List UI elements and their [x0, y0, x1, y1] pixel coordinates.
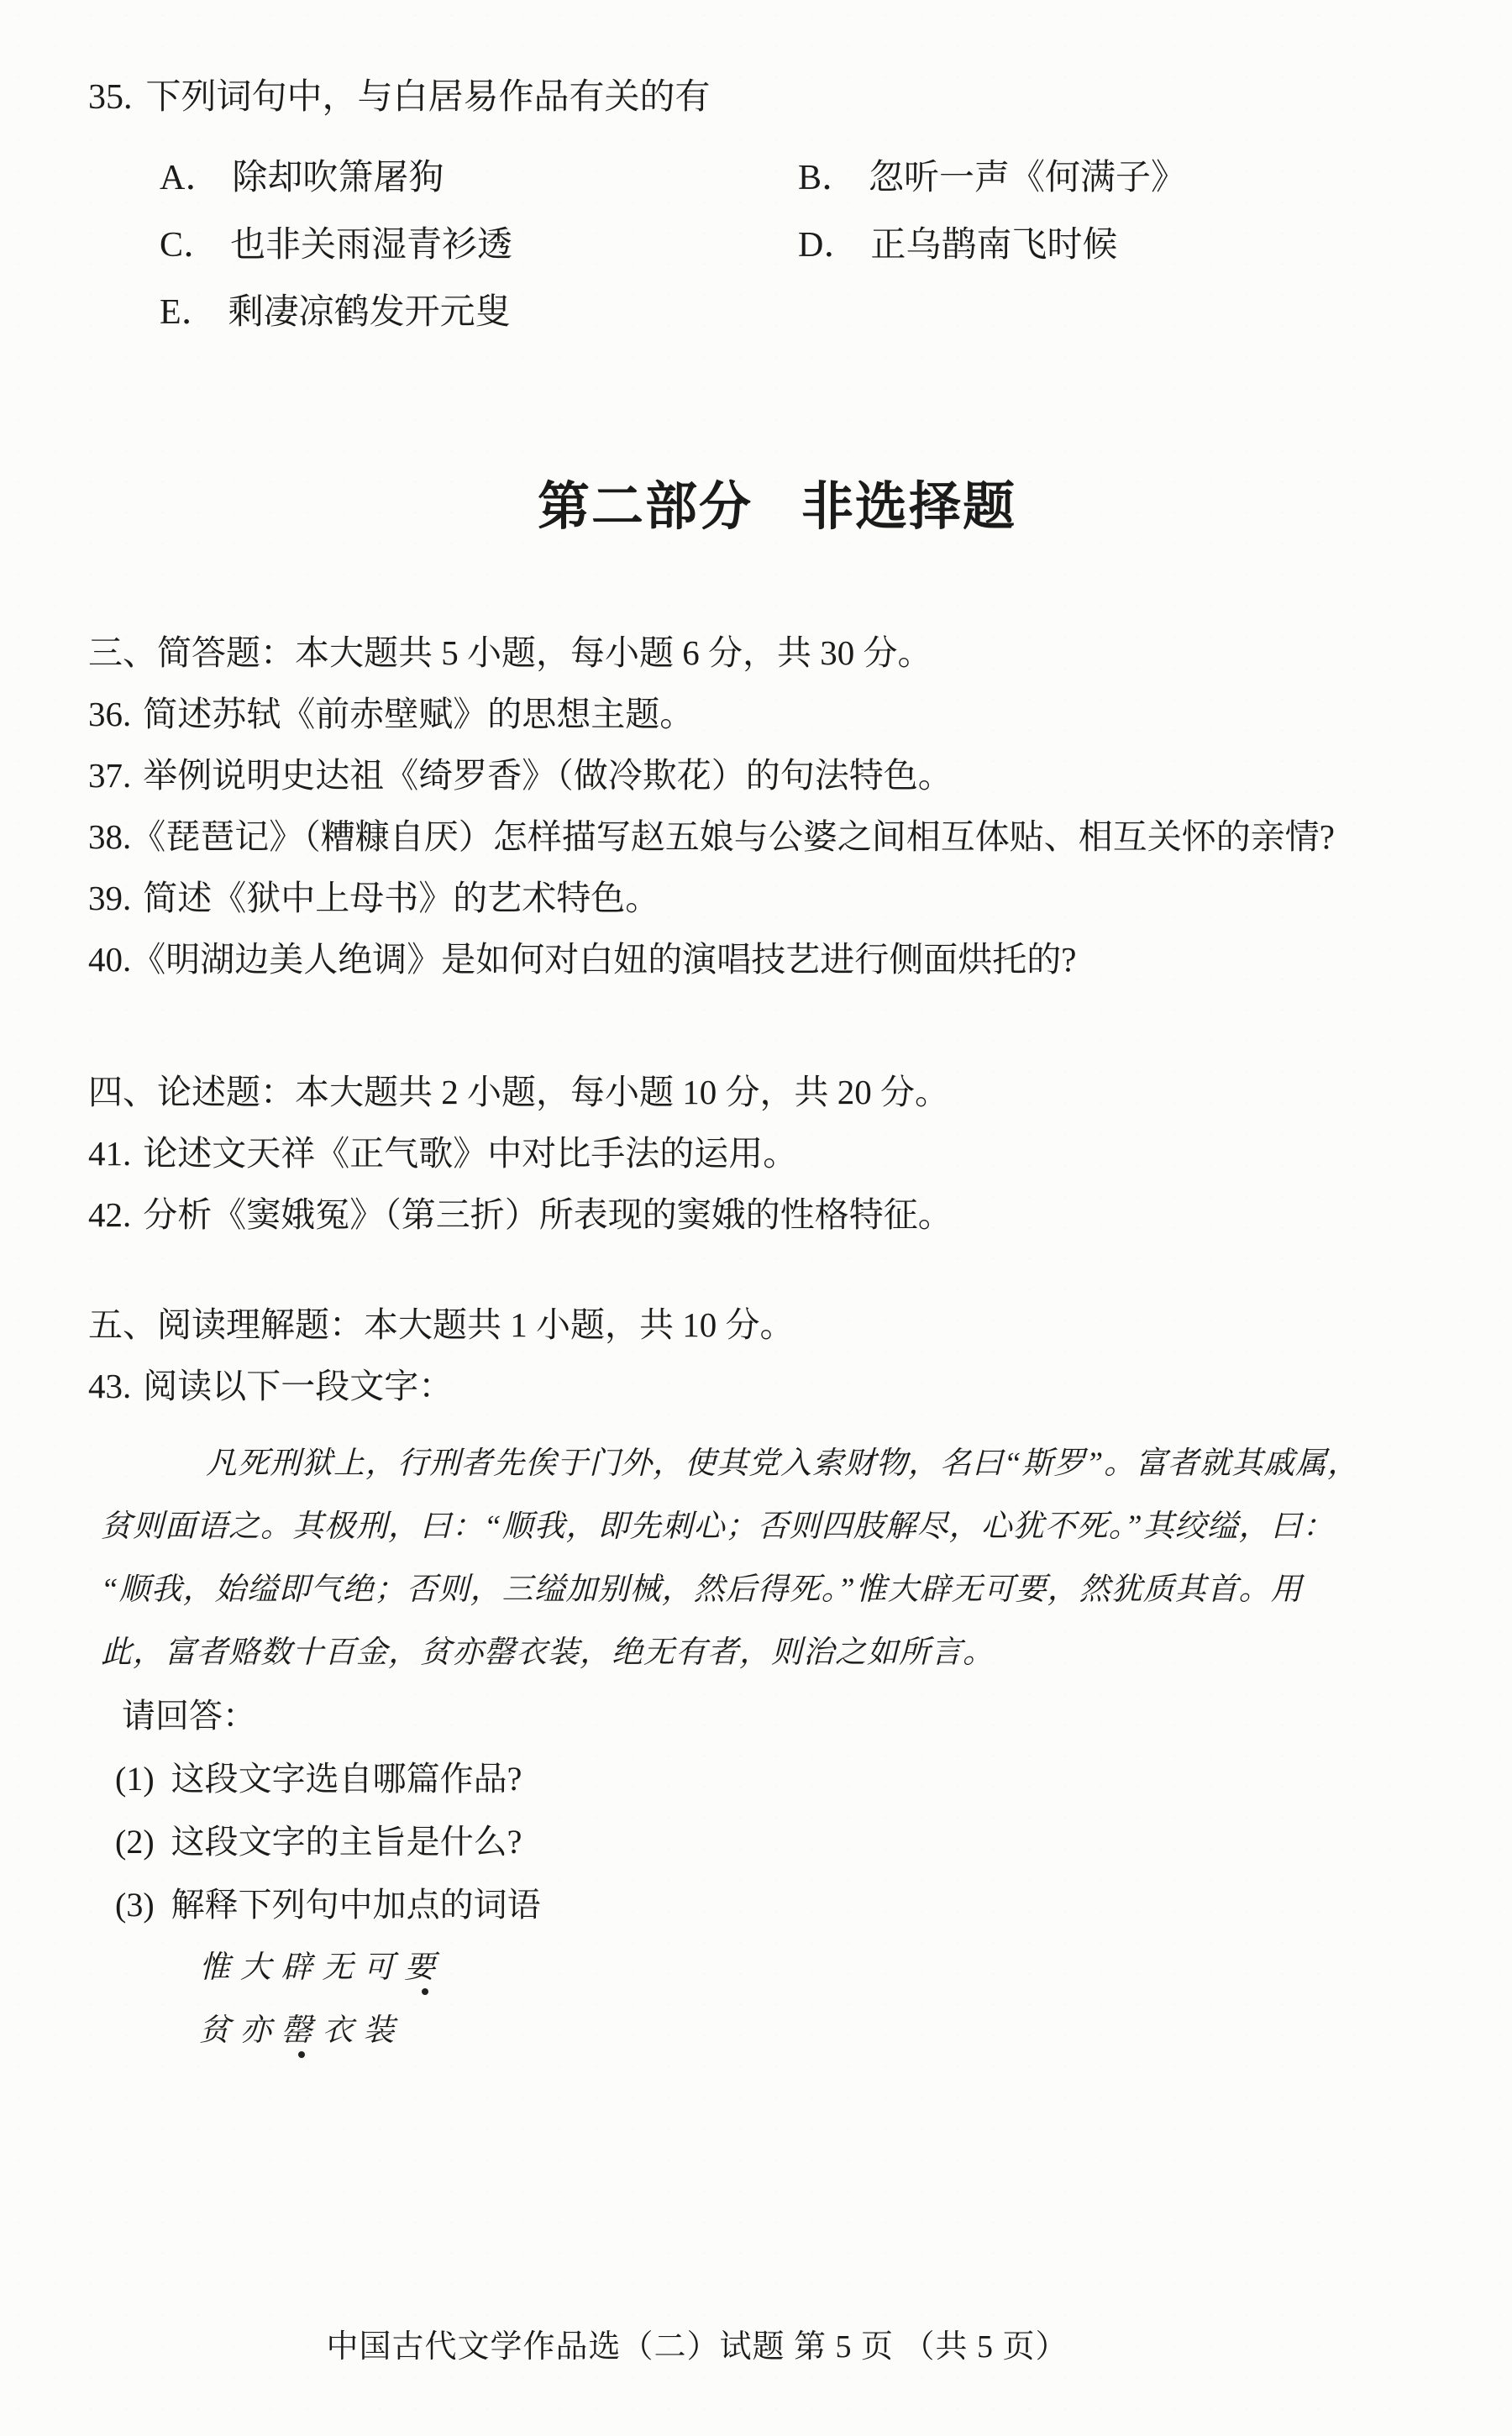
passage-line-4: 此，富者赂数十百金，贫亦罄衣装，绝无有者，则治之如所言。: [101, 1635, 995, 1670]
option-c-text: 也非关雨湿青衫透: [230, 226, 513, 265]
section-5: [88, 1294, 1466, 1417]
option-a-label: A．: [160, 159, 221, 197]
option-d-label: D．: [798, 226, 859, 265]
question-35-stem: 下列词句中，与白居易作品有关的有: [145, 78, 711, 117]
options-row-1: [160, 144, 1466, 212]
sub-question-1-label: (1): [115, 1760, 155, 1798]
item-37-text: 举例说明史达祖《绮罗香》（做冷欺花）的句法特色。: [143, 756, 953, 795]
option-e: [160, 279, 798, 346]
option-b-label: B．: [798, 159, 858, 197]
item-43-number: 43.: [88, 1367, 132, 1405]
option-a-text: 除却吹箫屠狗: [232, 159, 444, 197]
option-c-label: C．: [160, 226, 219, 265]
option-e-label: E．: [160, 293, 217, 332]
section-3: [88, 622, 1466, 990]
option-d-text: 正乌鹊南飞时候: [870, 226, 1118, 265]
item-36-text: 简述苏轼《前赤壁赋》的思想主题。: [143, 695, 695, 733]
item-42: [88, 1184, 1466, 1246]
item-38-text: 《琵琶记》（糟糠自厌）怎样描写赵五娘与公婆之间相互体贴、相互关怀的亲情?: [131, 817, 1335, 856]
item-43-text: 阅读以下一段文字：: [143, 1367, 454, 1405]
part-2-title: [88, 472, 1466, 543]
item-37: [88, 745, 1466, 806]
question-35: [88, 76, 1466, 119]
option-e-text: 剩凄凉鹤发开元叟: [228, 293, 511, 332]
option-d: [798, 212, 1466, 279]
item-39-number: 39.: [88, 879, 132, 917]
sub-question-3-text: 解释下列句中加点的词语: [171, 1886, 541, 1924]
option-b-text: 忽听一声《何满子》: [869, 159, 1187, 197]
item-40: [88, 929, 1466, 990]
phrase-2-post: 衣装: [322, 2013, 405, 2048]
section-5-header: 五、阅读理解题：本大题共 1 小题，共 10 分。: [88, 1305, 795, 1344]
item-39: [88, 868, 1466, 929]
item-41-number: 41.: [88, 1134, 132, 1173]
sub-question-1-text: 这段文字选自哪篇作品?: [171, 1760, 522, 1798]
option-b: [798, 144, 1466, 212]
section-4-header: 四、论述题：本大题共 2 小题，每小题 10 分，共 20 分。: [88, 1073, 949, 1111]
part-2-title-right: 非选择题: [801, 479, 1017, 536]
item-40-text: 《明湖边美人绝调》是如何对白妞的演唱技艺进行侧面烘托的?: [131, 940, 1077, 979]
item-36: [88, 684, 1466, 745]
phrase-2-pre: 贫亦: [199, 2013, 281, 2048]
sub-question-2: [115, 1810, 1466, 1873]
item-40-number: 40.: [88, 940, 132, 979]
sub-question-3: [115, 1873, 1466, 1936]
option-c: [160, 212, 798, 279]
item-38-number: 38.: [88, 817, 132, 856]
answer-block: [88, 1684, 1466, 2062]
item-41-text: 论述文天祥《正气歌》中对比手法的运用。: [143, 1134, 798, 1173]
item-42-number: 42.: [88, 1195, 132, 1234]
sub-question-1: [115, 1747, 1466, 1810]
part-2-title-left: 第二部分: [537, 479, 753, 536]
option-a: [160, 144, 798, 212]
section-4: [88, 1062, 1466, 1246]
section-3-header: 三、简答题：本大题共 5 小题，每小题 6 分，共 30 分。: [88, 633, 932, 672]
reading-passage: [101, 1432, 1466, 1684]
quoted-phrase-2: [199, 1999, 1466, 2062]
item-43: [88, 1356, 1466, 1417]
passage-line-2: 贫则面语之。其极刑，曰：“顺我，即先刺心；否则四肢解尽，心犹不死。”其绞缢，曰：: [101, 1509, 1335, 1544]
sub-question-2-text: 这段文字的主旨是什么?: [171, 1823, 522, 1861]
phrase-2-dotted-char: 罄: [281, 2013, 323, 2048]
passage-line-1: 凡死刑狱上，行刑者先俟于门外，使其党入索财物，名曰“斯罗”。富者就其戚属，: [206, 1446, 1360, 1481]
options-row-3: [160, 279, 1466, 346]
sub-question-2-label: (2): [115, 1823, 155, 1861]
item-39-text: 简述《狱中上母书》的艺术特色。: [143, 879, 660, 917]
quoted-phrase-1: [199, 1936, 1466, 1999]
answer-prompt: 请回答：: [122, 1697, 256, 1735]
item-41: [88, 1123, 1466, 1184]
item-38: [88, 806, 1466, 868]
passage-line-3: “顺我，始缢即气绝；否则，三缢加别械，然后得死。”惟大辟无可要，然犹质其首。用: [101, 1572, 1303, 1607]
options-row-2: [160, 212, 1466, 279]
item-36-number: 36.: [88, 695, 132, 733]
item-42-text: 分析《窦娥冤》（第三折）所表现的窦娥的性格特征。: [143, 1195, 953, 1234]
question-35-options: [160, 144, 1466, 346]
item-37-number: 37.: [88, 756, 132, 795]
phrase-1-pre: 惟大辟无可: [199, 1950, 405, 1985]
question-35-number: 35.: [88, 78, 133, 117]
sub-question-3-label: (3): [115, 1886, 155, 1924]
phrase-1-dotted-char: 要: [404, 1950, 446, 1985]
page-footer: 中国古代文学作品选（二）试题 第 5 页 （共 5 页）: [326, 2329, 1068, 2365]
